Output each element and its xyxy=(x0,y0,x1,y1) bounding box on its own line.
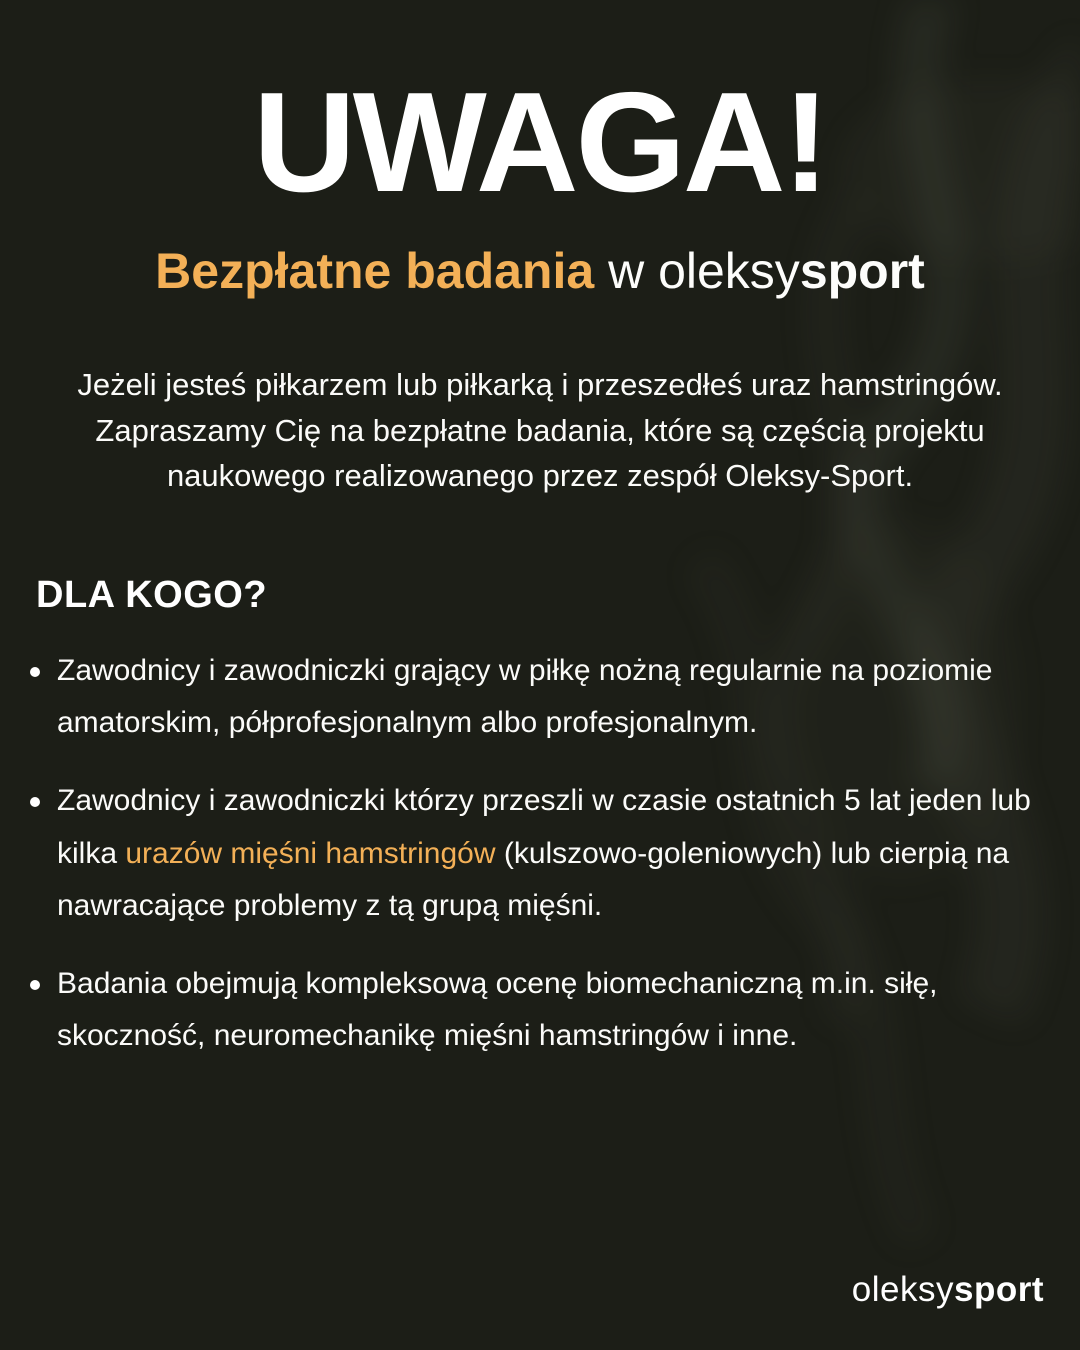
subtitle-brand-bold: sport xyxy=(799,243,925,299)
bullet-text-after: (kulszowo-goleniowych) lub cierpią na nawracające problemy z tą grupą mięśni. xyxy=(57,836,1010,922)
list-item xyxy=(28,645,1048,749)
bullet-text-highlight: urazów mięśni hamstringów xyxy=(125,836,496,870)
intro-paragraph: Jeżeli jesteś piłkarzem lub piłkarką i przeszedłeś uraz hamstringów. Zapraszamy Cię na bezpłatne badania, które są częścią projektu naukowego realizowanego przez zespół Oleksy-Sport. xyxy=(77,367,1003,494)
page-title: UWAGA! xyxy=(253,63,827,222)
bullet-list xyxy=(28,645,1048,1088)
subtitle-brand-light: oleksy xyxy=(658,243,800,299)
bullet-text xyxy=(57,958,1048,1062)
logo-bold: sport xyxy=(954,1270,1044,1309)
subtitle-highlight: Bezpłatne badania xyxy=(155,243,595,299)
bullet-text-before: Zawodnicy i zawodniczki którzy przeszli w czasie ostatnich 5 lat jeden lub kilka xyxy=(57,784,1031,870)
bullet-text-before: Zawodnicy i zawodniczki grający w piłkę nożną regularnie na poziomie amatorskim, półprofesjonalnym albo profesjonalnym. xyxy=(57,654,993,740)
bullet-icon xyxy=(30,667,40,677)
list-item xyxy=(28,958,1048,1062)
subtitle-connector: w xyxy=(594,243,659,299)
section-heading: DLA KOGO? xyxy=(36,574,268,616)
list-item xyxy=(28,775,1048,932)
brand-logo xyxy=(852,1270,1044,1310)
bullet-text xyxy=(57,775,1048,932)
logo-light: oleksy xyxy=(851,1270,954,1309)
bullet-icon xyxy=(30,980,40,990)
bullet-text-before: Badania obejmują kompleksową ocenę biomechaniczną m.in. siłę, skoczność, neuromechanikę mięśni hamstringów i inne. xyxy=(57,966,938,1053)
bullet-icon xyxy=(30,797,40,807)
bullet-text xyxy=(57,645,1048,749)
subtitle xyxy=(0,240,1080,303)
